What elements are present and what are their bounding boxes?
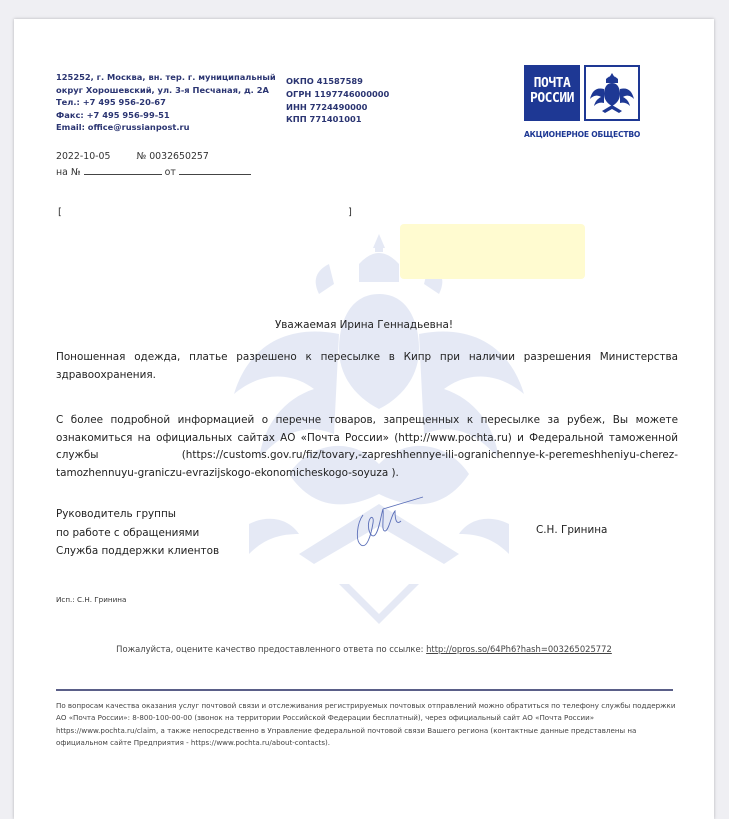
letter-date: 2022-10-05 (56, 151, 111, 162)
double-headed-eagle-icon (584, 65, 640, 121)
letter-page (14, 19, 714, 819)
signatory-title-line: Руководитель группы (56, 508, 176, 520)
signatory-title (56, 505, 219, 561)
reference-number-label: на № (56, 167, 81, 178)
executor: Исп.: С.Н. Гринина (56, 595, 127, 604)
footer-divider (56, 689, 673, 691)
russian-post-logo (524, 65, 640, 139)
ogrn: ОГРН 1197746000000 (286, 88, 390, 99)
logo-line1: ПОЧТА (533, 76, 571, 91)
survey-text: Пожалуйста, оцените качество предоставленного ответа по ссылке: (116, 644, 427, 654)
sender-address-line: 125252, г. Москва, вн. тер. г. муниципальный (56, 72, 276, 82)
body-paragraph-2: С более подробной информацией о перечне товаров, запрещенных к пересылке за рубеж, Вы можете ознакомиться на официальных сайтах АО «Почта России» (http://www.pochta.ru) и Федеральной таможенной службы (https://customs.gov.ru/fiz/tovary,-zapreshhennye-ili-ogranichennye-k-peremeshheniyu-cherez-tamozhennuyu-graniczu-evrazijskogo-ekonomicheskogo-soyuza ). (56, 414, 678, 479)
greeting: Уважаемая Ирина Геннадьевна! (274, 319, 454, 331)
logo-wordmark (524, 65, 580, 121)
logo-subtitle: АКЦИОНЕРНОЕ ОБЩЕСТВО (524, 130, 641, 139)
inn: ИНН 7724490000 (286, 101, 368, 112)
body-paragraph-1: Поношенная одежда, платье разрешено к пересылке в Кипр при наличии разрешения Министерства здравоохранения. (56, 351, 678, 381)
logo-line2: РОССИИ (530, 91, 574, 106)
signatory-title-line: по работе с обращениями (56, 526, 200, 539)
footer-text: По вопросам качества оказания услуг почтовой связи и отслеживания регистрируемых почтовых отправлений можно обратиться по телефону службы поддержки АО «Почта России»: 8-800-100-00-00 (звонок на территории Российской Федерации бесплатный), через официальный сайт АО «Почта России» https://www.pochta.ru/claim, а также непосредственно в Управление федеральной почтовой связи Вашего региона (контактные данные представлены на официальном сайте Предприятия - https://www.pochta.ru/about-contacts). (56, 701, 676, 748)
signatory-title-line: Служба поддержки клиентов (56, 545, 220, 557)
reference-date-blank (179, 164, 251, 175)
recipient-bracket-open: [ (58, 207, 62, 218)
sender-address-line: округ Хорошевский, ул. 3-я Песчаная, д. 2А (56, 84, 269, 95)
reference-date-label: от (164, 167, 176, 178)
sender-email: Email: office@russianpost.ru (56, 122, 190, 132)
recipient-bracket-close: ] (348, 207, 352, 218)
letter-meta (56, 150, 251, 180)
sender-fax: Факс: +7 495 956-99-51 (56, 109, 170, 120)
redacted-recipient-highlight (400, 224, 585, 279)
survey-line (14, 644, 714, 654)
letter-number-label: № (136, 151, 147, 162)
okpo: ОКПО 41587589 (286, 76, 363, 86)
survey-link[interactable]: http://opros.so/64Ph6?hash=003265025772 (426, 644, 612, 654)
reference-number-blank (84, 164, 162, 175)
letter-number: 0032650257 (149, 151, 209, 162)
sender-address-block (56, 71, 276, 134)
registration-block (286, 75, 389, 126)
sender-phone: Тел.: +7 495 956-20-67 (56, 97, 166, 107)
handwritten-signature-icon (349, 495, 429, 555)
signatory-name: С.Н. Гринина (536, 524, 608, 536)
kpp: КПП 771401001 (286, 114, 362, 125)
